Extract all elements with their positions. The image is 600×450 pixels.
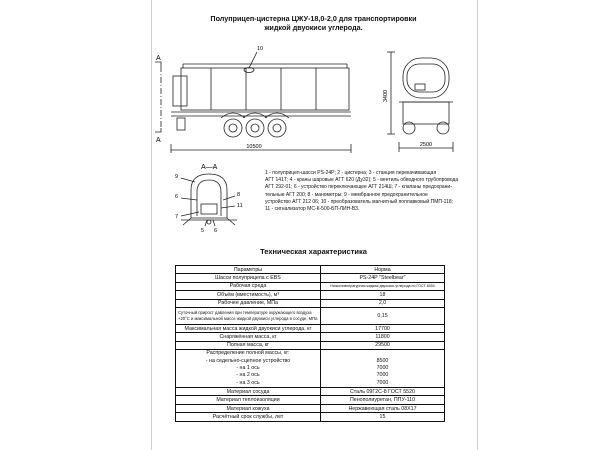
table-row — [176, 388, 445, 396]
distribution-label: Распределение полной массы, кг: — [206, 350, 290, 357]
cell-value: Пенополиуретан, ППУ-110 — [321, 396, 445, 404]
table-row — [176, 291, 445, 299]
cell-value: 0,15 — [321, 307, 445, 324]
legend-line: АГТ 292-01; 6 - устройство переключающее АГТ 214Ш; 7 - клапаны предохрани- — [265, 184, 452, 191]
section-callout-7: 7 — [175, 214, 179, 220]
cell-param: Рабочая среда — [176, 282, 321, 290]
cell-value: Низкотемпературная жидкая двуокись углерода по ГОСТ 8050 — [321, 282, 445, 290]
distribution-value — [323, 350, 442, 357]
distribution-value: 7000 — [376, 372, 389, 379]
table-row — [176, 282, 445, 290]
table-row — [176, 413, 445, 421]
cell-value: 29500 — [321, 341, 445, 349]
header-value: Норма — [321, 266, 445, 274]
section-callout-6b: 6 — [214, 228, 218, 234]
parts-legend — [265, 170, 470, 213]
cell-param: Расчётный срок службы, лет — [176, 413, 321, 421]
cell-value: Нержавеющая сталь 08Х17 — [321, 404, 445, 412]
distribution-label: - на 2 ось — [236, 372, 260, 379]
document-title — [151, 14, 476, 32]
cell-param: Полная масса, кг — [176, 341, 321, 349]
cell-param — [176, 350, 321, 388]
section-title: A—A — [201, 164, 218, 171]
table-row-distribution — [176, 350, 445, 388]
cell-value: 18 — [321, 291, 445, 299]
table-row — [176, 333, 445, 341]
legend-line: устройство АГТ 212 06; 10 - преобразователь магнитный поплавковый ПМП-118; — [265, 198, 453, 205]
cell-value — [321, 350, 445, 388]
cell-param: Максимальная масса жидкой двуокиси углерода, кг — [176, 324, 321, 332]
section-a-a-drawing — [151, 160, 261, 235]
table-header-row — [176, 266, 445, 274]
tech-spec-title: Техническая характеристика — [260, 247, 367, 256]
distribution-value: 8500 — [376, 357, 389, 364]
cell-param: Шасси полуприцепа с EBS — [176, 274, 321, 282]
tanker-drawing — [151, 38, 476, 158]
table-row — [176, 396, 445, 404]
callout-10: 10 — [257, 46, 264, 52]
cell-value: 17700 — [321, 324, 445, 332]
header-param: Параметры — [176, 266, 321, 274]
table-row — [176, 404, 445, 412]
dim-height: 3400 — [383, 89, 389, 103]
cell-value: PS-24P "Steelbear" — [321, 274, 445, 282]
legend-line: 11 - сигнализатор МС-К-500-БП-ЛИН-ВЗ. — [265, 206, 360, 213]
cell-param: Рабочее давление, МПа — [176, 299, 321, 307]
dim-width: 2500 — [419, 142, 433, 148]
section-callout-6a: 6 — [175, 194, 179, 200]
cell-param: Объём (вместимость), м³ — [176, 291, 321, 299]
distribution-value: 7000 — [376, 364, 389, 371]
cell-param: Материал теплоизоляции — [176, 396, 321, 404]
legend-line: АГТ 141Т; 4 - краны шаровые АГТ 620 (Ду32); 5 - вентиль обводного трубопровода — [265, 177, 459, 184]
table-row — [176, 274, 445, 282]
section-mark-bottom: A — [156, 137, 161, 144]
cell-param: Суточный прирост давления при температуре окружающего воздуха +20°С и максимальной массе жидкой двуокиси углерода в сосуде, МПа — [176, 307, 321, 324]
table-row — [176, 307, 445, 324]
dim-length: 10500 — [246, 144, 262, 150]
cell-value: 15 — [321, 413, 445, 421]
section-callout-11: 11 — [237, 203, 243, 209]
tech-spec-table — [175, 265, 445, 422]
cell-param: Материал сосуда — [176, 388, 321, 396]
distribution-label: - на седельно-сцепное устройство — [205, 357, 291, 364]
distribution-value: 7000 — [376, 379, 389, 386]
distribution-label: - на 1 ось — [236, 364, 260, 371]
cell-value: 11800 — [321, 333, 445, 341]
cell-value: 2,0 — [321, 299, 445, 307]
section-mark-top: A — [156, 55, 161, 62]
cell-param: Снаряжённая масса, кг — [176, 333, 321, 341]
table-row — [176, 299, 445, 307]
cell-value: Сталь 09Г2С-8 ГОСТ 5520 — [321, 388, 445, 396]
section-callout-5: 5 — [201, 228, 205, 234]
title-line-1: Полуприцеп-цистерна ЦЖУ-18,0-2,0 для транспортировки — [210, 14, 417, 23]
section-callout-8: 8 — [237, 192, 241, 198]
distribution-label: - на 3 ось — [236, 379, 260, 386]
table-row — [176, 324, 445, 332]
legend-line: 1 - полуприцеп-шасси PS-24P; 2 - цистерна; 3 - станция перекачивающая — [265, 170, 437, 176]
legend-line: тельные АГТ 200; 8 - манометры; 9 - мембранное предохранительное — [265, 191, 428, 198]
table-row — [176, 341, 445, 349]
cell-param: Материал кожуха — [176, 404, 321, 412]
section-callout-9: 9 — [175, 174, 179, 180]
title-line-2: жидкой двуокиси углерода. — [264, 23, 363, 32]
